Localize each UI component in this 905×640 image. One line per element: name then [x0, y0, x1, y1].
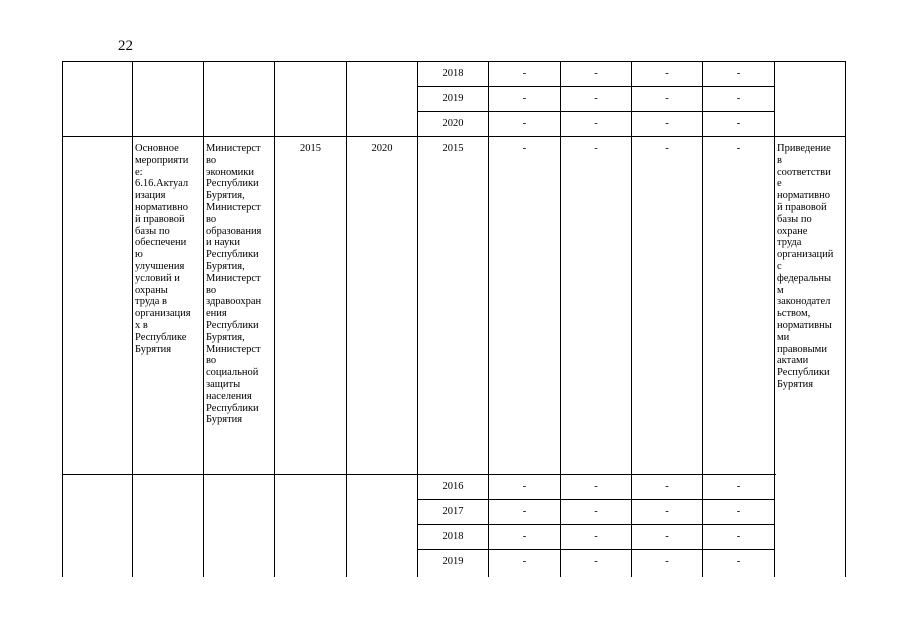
executor-line: Бурятия: [206, 414, 243, 426]
executor-line: социальной: [206, 367, 259, 379]
value-cell: -: [736, 531, 741, 542]
result-line: Приведение: [777, 143, 831, 154]
result-line: труда: [777, 237, 802, 249]
column-divider: [417, 61, 418, 577]
value-cell: -: [522, 506, 527, 517]
event-name-line: х в: [135, 319, 148, 331]
year-cell: 2019: [442, 556, 464, 567]
result-line: правовыми: [777, 343, 827, 355]
column-divider: [702, 61, 703, 577]
result-line: Бурятия: [777, 378, 814, 390]
result-line: й правовой: [777, 201, 827, 213]
result-line: федеральны: [777, 272, 832, 284]
result-line: организаций: [777, 249, 834, 261]
column-divider: [274, 61, 275, 577]
event-name-line: изация: [135, 190, 166, 202]
value-cell: -: [665, 93, 669, 104]
value-cell: -: [665, 556, 669, 567]
value-cell: -: [594, 143, 598, 154]
event-name-line: охраны: [135, 284, 168, 296]
event-name-line: Бурятия: [135, 343, 172, 355]
value-cell: -: [522, 143, 527, 154]
result-line: е: [777, 178, 782, 190]
result-line: нормативны: [777, 319, 832, 331]
event-name-line: организация: [135, 308, 191, 320]
year-cell: 2020: [442, 118, 464, 129]
executor-line: образования: [206, 225, 262, 237]
result-line: соответстви: [777, 166, 831, 178]
result-line: Республики: [777, 367, 830, 379]
result-cell: [777, 143, 833, 391]
column-divider: [631, 61, 632, 577]
row-divider: [62, 474, 776, 475]
value-cell: -: [665, 481, 669, 492]
result-line: с: [777, 260, 782, 272]
executor-line: населения: [206, 390, 252, 402]
value-cell: -: [522, 481, 527, 492]
result-line: ми: [777, 331, 790, 343]
event-name-line: е:: [135, 166, 143, 178]
event-name-line: условий и: [135, 272, 180, 284]
value-cell: -: [736, 68, 741, 79]
row-divider: [417, 549, 774, 550]
result-line: законодател: [777, 296, 831, 308]
value-cell: -: [594, 68, 598, 79]
executor-line: во: [206, 154, 217, 166]
result-line: ьством,: [777, 308, 811, 320]
result-line: нормативно: [777, 190, 830, 202]
value-cell: -: [665, 118, 669, 129]
executor-line: Республики: [206, 319, 259, 331]
executor-line: защиты: [206, 378, 241, 390]
executor-line: Министерст: [206, 143, 261, 154]
value-cell: -: [522, 118, 527, 129]
event-name-line: мероприяти: [135, 154, 189, 166]
value-cell: -: [594, 481, 598, 492]
result-line: охране: [777, 225, 808, 237]
value-cell: -: [594, 506, 598, 517]
column-divider: [132, 61, 133, 577]
row-divider: [417, 111, 774, 112]
executor-line: Министерст: [206, 272, 261, 284]
year-cell: 2018: [442, 68, 464, 79]
executor-line: во: [206, 213, 217, 225]
year-cell: 2019: [442, 93, 464, 104]
value-cell: -: [594, 556, 598, 567]
event-name-line: Основное: [135, 143, 179, 154]
column-divider: [560, 61, 561, 577]
value-cell: -: [522, 93, 527, 104]
event-name-line: базы по: [135, 225, 170, 237]
executor-line: Бурятия,: [206, 331, 245, 343]
value-cell: -: [736, 118, 741, 129]
result-line: м: [777, 284, 784, 296]
executor-line: Республики: [206, 249, 259, 261]
row-divider: [417, 524, 774, 525]
value-cell: -: [665, 531, 669, 542]
result-line: в: [777, 154, 782, 166]
column-divider: [203, 61, 204, 577]
year-cell: 2016: [442, 481, 464, 492]
value-cell: -: [522, 531, 527, 542]
executor-line: Министерст: [206, 343, 261, 355]
event-name-cell: [135, 143, 191, 355]
row-divider: [417, 86, 774, 87]
value-cell: -: [594, 118, 598, 129]
executor-line: Министерст: [206, 201, 261, 213]
value-cell: -: [665, 68, 669, 79]
table-right-border: [845, 61, 846, 577]
event-name-line: улучшения: [135, 260, 185, 272]
end-year-cell: 2020: [371, 143, 393, 154]
value-cell: -: [665, 506, 669, 517]
event-name-line: обеспечени: [135, 237, 187, 249]
value-cell: -: [522, 68, 527, 79]
value-cell: -: [736, 481, 741, 492]
value-cell: -: [736, 506, 741, 517]
value-cell: -: [522, 556, 527, 567]
column-divider: [774, 61, 775, 577]
executor-line: экономики: [206, 166, 254, 178]
column-divider: [346, 61, 347, 577]
executor-line: Республики: [206, 178, 259, 190]
table-top-border: [62, 61, 846, 62]
value-cell: -: [736, 93, 741, 104]
executor-line: во: [206, 355, 217, 367]
result-line: базы по: [777, 213, 812, 225]
event-name-line: й правовой: [135, 213, 185, 225]
year-cell: 2017: [442, 506, 464, 517]
value-cell: -: [736, 143, 741, 154]
start-year-cell: 2015: [300, 143, 321, 154]
year-cell: 2015: [442, 143, 464, 154]
executor-line: во: [206, 284, 217, 296]
event-name-line: 6.16.Актуал: [135, 178, 189, 190]
executor-line: и науки: [206, 237, 240, 249]
event-name-line: труда в: [135, 296, 168, 308]
executor-line: здравоохран: [206, 296, 262, 308]
executor-cell: [206, 143, 261, 426]
event-name-line: нормативно: [135, 201, 188, 213]
executor-line: ения: [206, 308, 227, 320]
column-divider: [62, 61, 63, 577]
result-line: актами: [777, 355, 809, 367]
value-cell: -: [665, 143, 669, 154]
executor-line: Бурятия,: [206, 190, 245, 202]
executor-line: Бурятия,: [206, 260, 245, 272]
value-cell: -: [594, 93, 598, 104]
event-name-line: Республике: [135, 331, 187, 343]
event-name-line: ю: [135, 249, 143, 261]
column-divider: [488, 61, 489, 577]
executor-line: Республики: [206, 402, 259, 414]
page-number: 22: [118, 38, 133, 54]
row-divider: [417, 499, 774, 500]
row-divider: [62, 136, 846, 137]
year-cell: 2018: [442, 531, 464, 542]
value-cell: -: [736, 556, 741, 567]
value-cell: -: [594, 531, 598, 542]
